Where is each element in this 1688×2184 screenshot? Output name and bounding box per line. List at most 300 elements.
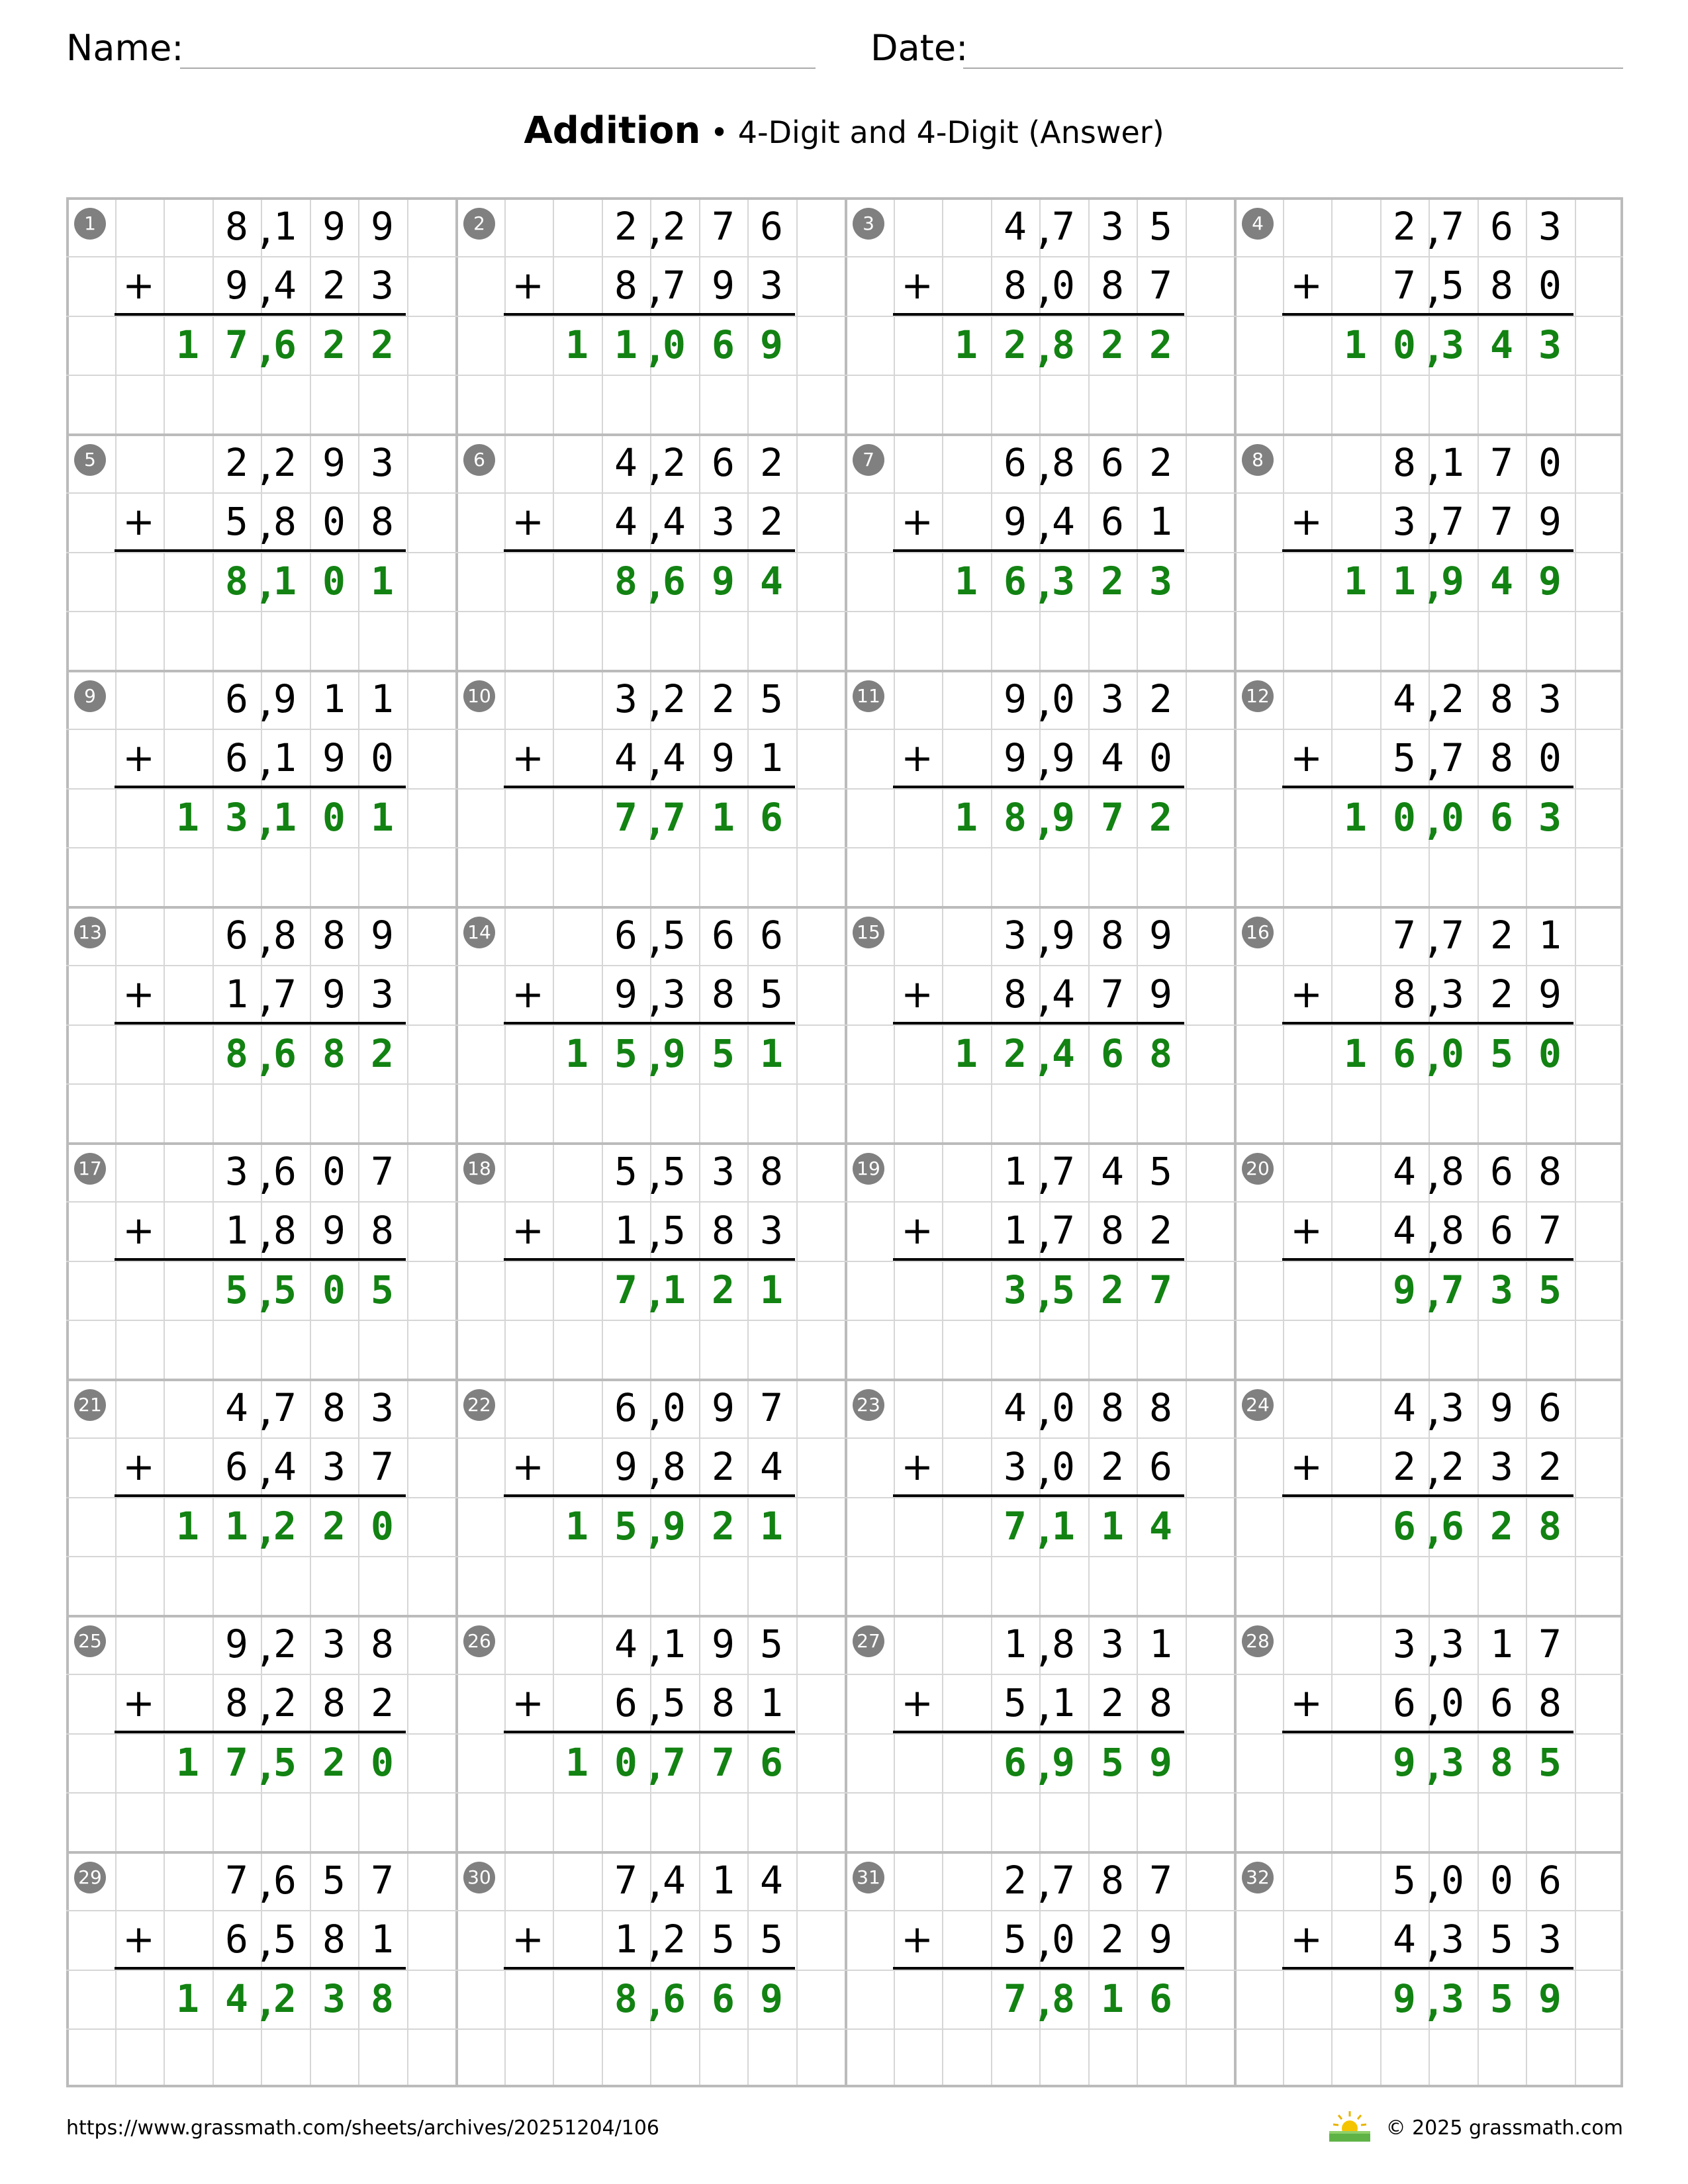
addend-digit: 4 xyxy=(1052,972,1075,1017)
addend-comma: , xyxy=(1422,1153,1445,1198)
answer-digit: 0 xyxy=(371,1504,394,1549)
addend-digit: 2 xyxy=(273,1680,297,1725)
addend-digit: 1 xyxy=(1149,499,1172,544)
addend-digit: 0 xyxy=(663,1385,686,1430)
title-subtitle: • 4-Digit and 4-Digit (Answer) xyxy=(700,114,1164,150)
plus-sign: + xyxy=(512,499,544,544)
addend-digit: 9 xyxy=(712,1385,735,1430)
addend-digit: 4 xyxy=(273,263,297,308)
problem-11 xyxy=(845,670,1234,906)
addend-comma: , xyxy=(1033,1212,1056,1257)
problem-number-badge: 1 xyxy=(74,208,106,240)
problem-1 xyxy=(66,197,455,433)
addend-digit: 3 xyxy=(371,263,394,308)
answer-digit: 2 xyxy=(712,1267,735,1312)
answer-comma: , xyxy=(1422,1271,1445,1316)
answer-digit: 3 xyxy=(225,795,248,840)
answer-digit: 2 xyxy=(322,322,346,367)
addend-digit: 8 xyxy=(1052,440,1075,485)
addend-digit: 8 xyxy=(273,499,297,544)
addend-digit: 5 xyxy=(1490,1917,1513,1962)
addend-digit: 0 xyxy=(1538,440,1562,485)
addend-digit: 2 xyxy=(225,440,248,485)
addend-digit: 7 xyxy=(1441,913,1464,958)
addend-digit: 8 xyxy=(322,913,346,958)
answer-digit: 6 xyxy=(663,1976,686,2021)
answer-digit: 8 xyxy=(1052,322,1075,367)
answer-digit: 1 xyxy=(565,322,588,367)
answer-digit: 8 xyxy=(1490,1740,1513,1785)
answer-digit: 1 xyxy=(273,559,297,604)
addend-digit: 7 xyxy=(1490,499,1513,544)
answer-comma: , xyxy=(254,563,277,608)
addend-digit: 9 xyxy=(1490,1385,1513,1430)
addend-digit: 2 xyxy=(1441,1444,1464,1489)
addend-comma: , xyxy=(254,917,277,962)
addend-digit: 4 xyxy=(1004,204,1027,249)
answer-digit: 8 xyxy=(614,1976,637,2021)
addend-comma: , xyxy=(643,1684,667,1729)
addend-digit: 4 xyxy=(663,735,686,780)
addend-digit: 2 xyxy=(1393,1444,1416,1489)
plus-sign: + xyxy=(1290,972,1323,1017)
addend-comma: , xyxy=(254,1625,277,1670)
addend-digit: 3 xyxy=(614,676,637,721)
answer-digit: 6 xyxy=(1393,1031,1416,1076)
addend-digit: 2 xyxy=(663,1917,686,1962)
answer-digit: 8 xyxy=(225,559,248,604)
addend-digit: 8 xyxy=(663,1444,686,1489)
addend-digit: 2 xyxy=(663,440,686,485)
addend-digit: 0 xyxy=(371,735,394,780)
addend-digit: 7 xyxy=(273,1385,297,1430)
plus-sign: + xyxy=(1290,1444,1323,1489)
addend-digit: 4 xyxy=(1004,1385,1027,1430)
addend-digit: 8 xyxy=(225,1680,248,1725)
answer-digit: 1 xyxy=(1393,559,1416,604)
addend-digit: 3 xyxy=(1441,1385,1464,1430)
problem-number-badge: 32 xyxy=(1242,1862,1274,1893)
addend-digit: 6 xyxy=(1101,499,1124,544)
addend-digit: 9 xyxy=(322,1208,346,1253)
addend-digit: 9 xyxy=(614,1444,637,1489)
addend-comma: , xyxy=(254,739,277,784)
addend-digit: 6 xyxy=(760,913,783,958)
problem-number-badge: 11 xyxy=(853,680,884,712)
addend-digit: 0 xyxy=(1052,263,1075,308)
answer-digit: 0 xyxy=(1441,795,1464,840)
problem-27 xyxy=(845,1615,1234,1851)
answer-digit: 5 xyxy=(1538,1740,1562,1785)
answer-digit: 2 xyxy=(322,1740,346,1785)
addend-digit: 6 xyxy=(712,440,735,485)
addend-digit: 1 xyxy=(273,204,297,249)
addend-digit: 9 xyxy=(225,263,248,308)
addend-digit: 7 xyxy=(712,204,735,249)
answer-digit: 2 xyxy=(273,1976,297,2021)
answer-digit: 7 xyxy=(1101,795,1124,840)
answer-comma: , xyxy=(254,799,277,844)
addend-comma: , xyxy=(254,1389,277,1434)
answer-digit: 4 xyxy=(1052,1031,1075,1076)
answer-digit: 8 xyxy=(1538,1504,1562,1549)
answer-digit: 2 xyxy=(371,1031,394,1076)
answer-digit: 7 xyxy=(1441,1267,1464,1312)
addend-digit: 0 xyxy=(1441,1858,1464,1903)
problem-number-badge: 31 xyxy=(853,1862,884,1893)
answer-comma: , xyxy=(1033,1271,1056,1316)
addend-digit: 7 xyxy=(1101,972,1124,1017)
addend-digit: 2 xyxy=(1490,913,1513,958)
answer-digit: 7 xyxy=(225,1740,248,1785)
answer-digit: 3 xyxy=(1441,1976,1464,2021)
problem-number-badge: 5 xyxy=(74,444,106,476)
addend-digit: 7 xyxy=(663,263,686,308)
answer-digit: 1 xyxy=(225,1504,248,1549)
plus-sign: + xyxy=(122,1208,155,1253)
addend-digit: 7 xyxy=(1052,1858,1075,1903)
answer-digit: 2 xyxy=(322,1504,346,1549)
addend-digit: 6 xyxy=(1538,1385,1562,1430)
addend-digit: 9 xyxy=(225,1621,248,1666)
addend-comma: , xyxy=(254,1862,277,1907)
addend-digit: 5 xyxy=(760,1621,783,1666)
addend-digit: 7 xyxy=(614,1858,637,1903)
answer-comma: , xyxy=(1033,799,1056,844)
addend-digit: 4 xyxy=(760,1444,783,1489)
answer-digit: 3 xyxy=(1538,795,1562,840)
answer-digit: 1 xyxy=(1101,1504,1124,1549)
problem-25 xyxy=(66,1615,455,1851)
answer-digit: 2 xyxy=(1004,1031,1027,1076)
addend-digit: 4 xyxy=(1393,1385,1416,1430)
answer-digit: 1 xyxy=(176,1976,199,2021)
answer-digit: 0 xyxy=(322,795,346,840)
addend-digit: 9 xyxy=(322,735,346,780)
addend-digit: 7 xyxy=(371,1444,394,1489)
addend-digit: 3 xyxy=(1538,1917,1562,1962)
answer-digit: 8 xyxy=(1149,1031,1172,1076)
answer-digit: 7 xyxy=(1004,1504,1027,1549)
addend-digit: 9 xyxy=(371,204,394,249)
addend-digit: 4 xyxy=(663,1858,686,1903)
addend-digit: 3 xyxy=(1441,1621,1464,1666)
addend-digit: 8 xyxy=(1490,263,1513,308)
problem-19 xyxy=(845,1142,1234,1379)
date-field-line[interactable] xyxy=(963,68,1623,69)
answer-digit: 0 xyxy=(1538,1031,1562,1076)
addend-digit: 1 xyxy=(1004,1621,1027,1666)
addend-digit: 9 xyxy=(1004,499,1027,544)
addend-digit: 3 xyxy=(663,972,686,1017)
addend-digit: 3 xyxy=(760,263,783,308)
problem-number-badge: 7 xyxy=(853,444,884,476)
addend-digit: 3 xyxy=(760,1208,783,1253)
problem-18 xyxy=(455,1142,845,1379)
answer-comma: , xyxy=(1422,799,1445,844)
answer-digit: 7 xyxy=(614,1267,637,1312)
answer-digit: 1 xyxy=(1344,795,1367,840)
plus-sign: + xyxy=(901,1208,933,1253)
addend-digit: 9 xyxy=(1538,972,1562,1017)
addend-comma: , xyxy=(643,208,667,253)
addend-digit: 4 xyxy=(1101,1149,1124,1194)
addend-comma: , xyxy=(1422,1212,1445,1257)
addend-digit: 7 xyxy=(273,972,297,1017)
answer-comma: , xyxy=(643,1271,667,1316)
answer-digit: 5 xyxy=(273,1267,297,1312)
name-field-line[interactable] xyxy=(180,68,816,69)
addend-digit: 9 xyxy=(1052,913,1075,958)
addend-digit: 2 xyxy=(760,440,783,485)
addend-digit: 3 xyxy=(1393,1621,1416,1666)
addend-comma: , xyxy=(643,1625,667,1670)
answer-digit: 1 xyxy=(760,1267,783,1312)
problem-14 xyxy=(455,906,845,1142)
answer-digit: 2 xyxy=(1490,1504,1513,1549)
addend-digit: 6 xyxy=(614,1385,637,1430)
answer-digit: 2 xyxy=(1149,322,1172,367)
addend-digit: 8 xyxy=(760,1149,783,1194)
addend-digit: 8 xyxy=(1393,440,1416,485)
answer-digit: 8 xyxy=(371,1976,394,2021)
problem-number-badge: 6 xyxy=(463,444,495,476)
addend-digit: 1 xyxy=(1490,1621,1513,1666)
addend-digit: 8 xyxy=(1149,1385,1172,1430)
answer-digit: 9 xyxy=(1052,795,1075,840)
addend-digit: 1 xyxy=(712,1858,735,1903)
addend-digit: 5 xyxy=(760,676,783,721)
addend-digit: 9 xyxy=(322,204,346,249)
addend-digit: 4 xyxy=(1393,1917,1416,1962)
answer-comma: , xyxy=(1422,1744,1445,1789)
answer-digit: 9 xyxy=(663,1504,686,1549)
addend-digit: 8 xyxy=(1101,913,1124,958)
addend-digit: 8 xyxy=(1101,263,1124,308)
addend-digit: 8 xyxy=(1441,1208,1464,1253)
addend-digit: 3 xyxy=(371,1385,394,1430)
addend-digit: 7 xyxy=(371,1858,394,1903)
addend-digit: 3 xyxy=(1441,1917,1464,1962)
addend-comma: , xyxy=(1422,208,1445,253)
plus-sign: + xyxy=(512,735,544,780)
addend-digit: 6 xyxy=(1101,440,1124,485)
addend-digit: 9 xyxy=(273,676,297,721)
problem-number-badge: 17 xyxy=(74,1153,106,1185)
addend-digit: 5 xyxy=(1004,1680,1027,1725)
answer-digit: 4 xyxy=(225,1976,248,2021)
problem-number-badge: 10 xyxy=(463,680,495,712)
addend-digit: 1 xyxy=(614,1917,637,1962)
addend-digit: 2 xyxy=(273,440,297,485)
answer-digit: 9 xyxy=(1538,559,1562,604)
answer-digit: 3 xyxy=(1004,1267,1027,1312)
answer-comma: , xyxy=(254,1980,277,2025)
answer-digit: 1 xyxy=(371,795,394,840)
answer-digit: 9 xyxy=(760,322,783,367)
addend-digit: 9 xyxy=(1149,1917,1172,1962)
addend-digit: 3 xyxy=(712,499,735,544)
footer-url: https://www.grassmath.com/sheets/archives/20251204/106 xyxy=(66,2116,660,2140)
answer-digit: 1 xyxy=(955,1031,978,1076)
addend-digit: 0 xyxy=(1052,1385,1075,1430)
answer-digit: 3 xyxy=(1149,559,1172,604)
addend-digit: 5 xyxy=(1149,1149,1172,1194)
answer-comma: , xyxy=(254,1035,277,1080)
answer-digit: 7 xyxy=(1004,1976,1027,2021)
addend-comma: , xyxy=(254,976,277,1021)
answer-digit: 5 xyxy=(273,1740,297,1785)
addend-digit: 1 xyxy=(663,1621,686,1666)
addend-comma: , xyxy=(1422,917,1445,962)
addend-digit: 2 xyxy=(1149,676,1172,721)
addend-comma: , xyxy=(254,1921,277,1966)
addend-digit: 6 xyxy=(225,913,248,958)
answer-digit: 0 xyxy=(322,559,346,604)
addend-digit: 3 xyxy=(371,440,394,485)
addend-digit: 9 xyxy=(712,1621,735,1666)
addend-digit: 6 xyxy=(1490,1149,1513,1194)
answer-digit: 5 xyxy=(614,1504,637,1549)
addend-digit: 8 xyxy=(322,1917,346,1962)
addend-digit: 8 xyxy=(1004,263,1027,308)
problem-number-badge: 9 xyxy=(74,680,106,712)
problem-number-badge: 14 xyxy=(463,917,495,948)
plus-sign: + xyxy=(122,1917,155,1962)
answer-digit: 2 xyxy=(1101,322,1124,367)
addend-digit: 2 xyxy=(712,676,735,721)
answer-digit: 5 xyxy=(1538,1267,1562,1312)
addend-digit: 3 xyxy=(1101,676,1124,721)
addend-comma: , xyxy=(643,503,667,548)
addend-digit: 6 xyxy=(1490,1208,1513,1253)
problem-24 xyxy=(1234,1379,1623,1615)
addend-digit: 6 xyxy=(1538,1858,1562,1903)
problem-15 xyxy=(845,906,1234,1142)
addend-digit: 8 xyxy=(1101,1858,1124,1903)
sun-over-grass-icon xyxy=(1327,2110,1373,2143)
answer-comma: , xyxy=(1033,1744,1056,1789)
answer-digit: 6 xyxy=(1004,1740,1027,1785)
answer-digit: 7 xyxy=(1149,1267,1172,1312)
answer-digit: 3 xyxy=(1441,1740,1464,1785)
answer-comma: , xyxy=(643,326,667,371)
addend-digit: 9 xyxy=(371,913,394,958)
answer-comma: , xyxy=(1033,563,1056,608)
addend-comma: , xyxy=(1033,1862,1056,1907)
addend-digit: 2 xyxy=(371,1680,394,1725)
addend-digit: 2 xyxy=(1101,1444,1124,1489)
plus-sign: + xyxy=(512,972,544,1017)
addend-digit: 8 xyxy=(1441,1149,1464,1194)
problem-29 xyxy=(66,1851,455,2087)
addend-digit: 9 xyxy=(712,263,735,308)
addend-digit: 1 xyxy=(225,972,248,1017)
answer-digit: 6 xyxy=(663,559,686,604)
addend-comma: , xyxy=(1422,503,1445,548)
answer-comma: , xyxy=(643,799,667,844)
answer-digit: 1 xyxy=(273,795,297,840)
addend-digit: 9 xyxy=(1004,735,1027,780)
problem-22 xyxy=(455,1379,845,1615)
addend-digit: 8 xyxy=(1538,1149,1562,1194)
addend-digit: 8 xyxy=(225,204,248,249)
answer-digit: 1 xyxy=(176,1740,199,1785)
addend-digit: 6 xyxy=(712,913,735,958)
answer-digit: 8 xyxy=(614,559,637,604)
addend-digit: 8 xyxy=(1490,676,1513,721)
answer-digit: 2 xyxy=(1101,559,1124,604)
answer-digit: 5 xyxy=(712,1031,735,1076)
addend-digit: 1 xyxy=(273,735,297,780)
plus-sign: + xyxy=(1290,1208,1323,1253)
addend-digit: 4 xyxy=(614,1621,637,1666)
answer-digit: 6 xyxy=(1101,1031,1124,1076)
addend-digit: 8 xyxy=(1490,735,1513,780)
addend-digit: 6 xyxy=(225,1444,248,1489)
answer-digit: 1 xyxy=(614,322,637,367)
date-label: Date: xyxy=(870,27,968,69)
addend-digit: 7 xyxy=(225,1858,248,1903)
addend-digit: 6 xyxy=(1004,440,1027,485)
answer-digit: 0 xyxy=(1393,795,1416,840)
addend-comma: , xyxy=(254,1212,277,1257)
answer-digit: 6 xyxy=(273,322,297,367)
answer-digit: 6 xyxy=(1393,1504,1416,1549)
answer-digit: 6 xyxy=(273,1031,297,1076)
addend-digit: 4 xyxy=(225,1385,248,1430)
addend-digit: 6 xyxy=(273,1149,297,1194)
problem-number-badge: 29 xyxy=(74,1862,106,1893)
addend-comma: , xyxy=(1033,1389,1056,1434)
addend-digit: 6 xyxy=(1393,1680,1416,1725)
answer-digit: 9 xyxy=(1393,1267,1416,1312)
addend-digit: 5 xyxy=(663,1680,686,1725)
answer-digit: 8 xyxy=(322,1031,346,1076)
problem-number-badge: 22 xyxy=(463,1389,495,1421)
addend-comma: , xyxy=(643,1153,667,1198)
answer-digit: 5 xyxy=(614,1031,637,1076)
plus-sign: + xyxy=(901,499,933,544)
answer-digit: 1 xyxy=(565,1504,588,1549)
addend-digit: 9 xyxy=(614,972,637,1017)
addend-comma: , xyxy=(643,444,667,489)
addend-digit: 8 xyxy=(1101,1385,1124,1430)
addend-digit: 4 xyxy=(760,1858,783,1903)
addend-digit: 4 xyxy=(614,735,637,780)
addend-digit: 0 xyxy=(1052,1444,1075,1489)
answer-digit: 0 xyxy=(663,322,686,367)
addend-digit: 1 xyxy=(1004,1208,1027,1253)
answer-digit: 7 xyxy=(663,1740,686,1785)
addend-comma: , xyxy=(1033,1684,1056,1729)
addend-comma: , xyxy=(1422,680,1445,725)
answer-comma: , xyxy=(1033,1035,1056,1080)
answer-digit: 3 xyxy=(1490,1267,1513,1312)
addend-digit: 9 xyxy=(322,440,346,485)
answer-digit: 4 xyxy=(1490,559,1513,604)
problem-20 xyxy=(1234,1142,1623,1379)
addend-digit: 3 xyxy=(1101,204,1124,249)
addend-digit: 2 xyxy=(1004,1858,1027,1903)
answer-digit: 0 xyxy=(371,1740,394,1785)
addend-digit: 2 xyxy=(1101,1680,1124,1725)
problem-number-badge: 23 xyxy=(853,1389,884,1421)
addend-digit: 6 xyxy=(225,1917,248,1962)
problem-number-badge: 15 xyxy=(853,917,884,948)
problem-number-badge: 28 xyxy=(1242,1625,1274,1657)
problem-number-badge: 26 xyxy=(463,1625,495,1657)
